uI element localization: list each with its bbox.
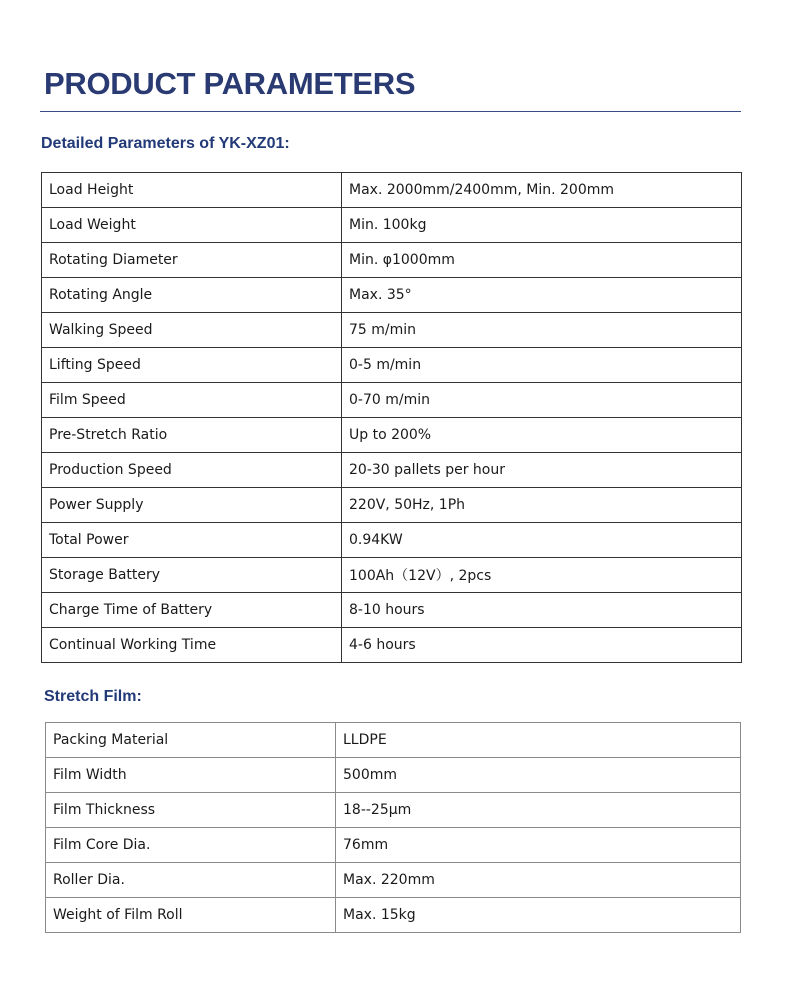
param-value: Max. 15kg [336,898,741,933]
parameters-table [41,172,742,663]
page-title: PRODUCT PARAMETERS [44,66,416,101]
param-value: 18--25μm [336,793,741,828]
param-label: Load Weight [42,208,342,243]
table-row [42,453,742,488]
param-label: Power Supply [42,488,342,523]
param-value: Max. 220mm [336,863,741,898]
table-row [42,208,742,243]
param-label: Storage Battery [42,558,342,593]
table-row [42,558,742,593]
param-label: Continual Working Time [42,628,342,663]
param-value: 0-70 m/min [342,383,742,418]
table-row [46,828,741,863]
param-label: Packing Material [46,723,336,758]
param-value: 100Ah（12V）, 2pcs [342,558,742,593]
section-title-stretch-film: Stretch Film: [44,688,142,705]
param-value: Min. φ1000mm [342,243,742,278]
table-row [42,383,742,418]
table-row [42,418,742,453]
param-value: 8-10 hours [342,593,742,628]
param-label: Film Speed [42,383,342,418]
param-label: Film Thickness [46,793,336,828]
table-row [42,593,742,628]
param-label: Production Speed [42,453,342,488]
param-label: Roller Dia. [46,863,336,898]
table-row [42,243,742,278]
table-row [46,723,741,758]
param-label: Total Power [42,523,342,558]
param-value: 20-30 pallets per hour [342,453,742,488]
param-value: 220V, 50Hz, 1Ph [342,488,742,523]
param-label: Pre-Stretch Ratio [42,418,342,453]
param-value: Min. 100kg [342,208,742,243]
param-value: 0-5 m/min [342,348,742,383]
stretch-film-table [45,722,741,933]
param-value: 76mm [336,828,741,863]
param-value: 75 m/min [342,313,742,348]
param-value: 4-6 hours [342,628,742,663]
table-row [46,863,741,898]
param-value: LLDPE [336,723,741,758]
param-label: Walking Speed [42,313,342,348]
section-title-detailed-parameters: Detailed Parameters of YK-XZ01: [41,135,290,152]
table-row [42,313,742,348]
param-label: Lifting Speed [42,348,342,383]
table-row [42,173,742,208]
param-value: 0.94KW [342,523,742,558]
table-row [42,523,742,558]
param-label: Rotating Diameter [42,243,342,278]
table-row [46,758,741,793]
table-row [46,898,741,933]
param-label: Charge Time of Battery [42,593,342,628]
table-row [46,793,741,828]
param-label: Film Width [46,758,336,793]
table-row [42,488,742,523]
param-value: Up to 200% [342,418,742,453]
table-row [42,348,742,383]
table-row [42,628,742,663]
title-divider [40,111,741,112]
param-value: Max. 35° [342,278,742,313]
param-label: Load Height [42,173,342,208]
table-row [42,278,742,313]
param-value: 500mm [336,758,741,793]
param-label: Weight of Film Roll [46,898,336,933]
param-label: Film Core Dia. [46,828,336,863]
param-label: Rotating Angle [42,278,342,313]
param-value: Max. 2000mm/2400mm, Min. 200mm [342,173,742,208]
